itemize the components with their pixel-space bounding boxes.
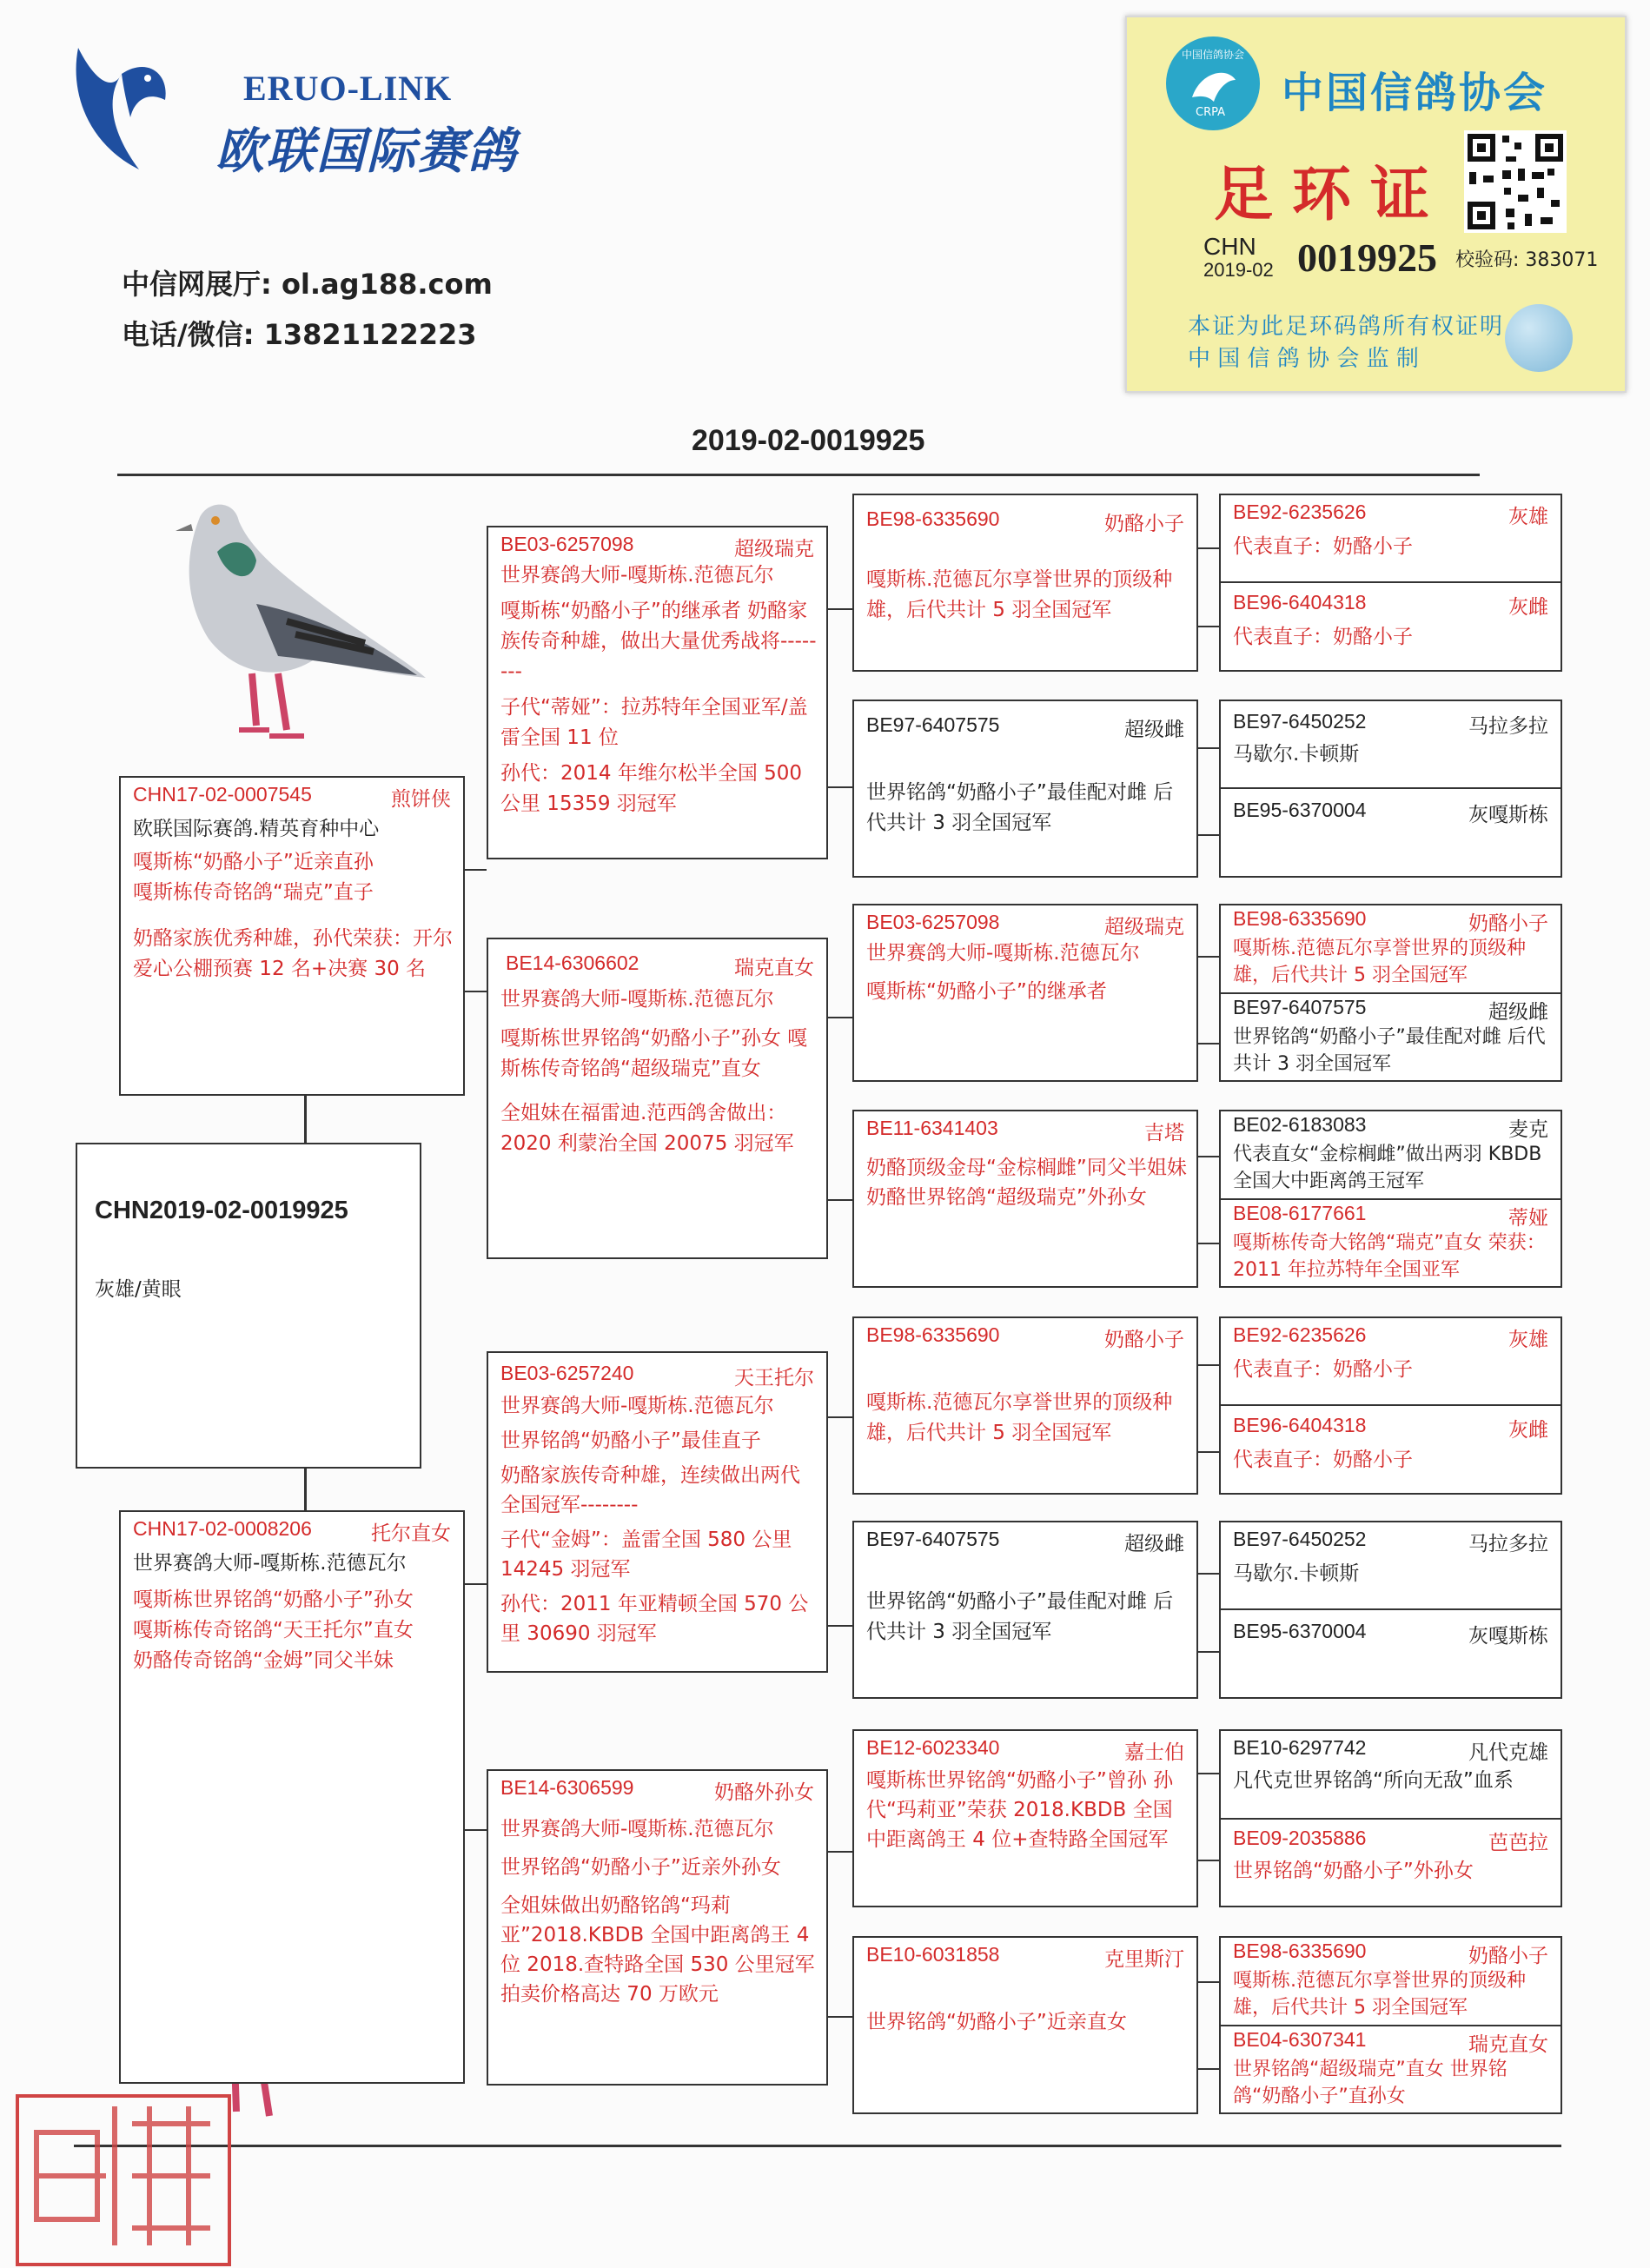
dam-line: 世界赛鸽大师-嘎斯栋.范德瓦尔 [133,1552,407,1575]
text-line: 孙代：2014 年维尔松半全国 500 公里 15359 羽冠军 [500,762,803,815]
pair-divider [1221,2025,1561,2026]
ring-label: BE97-6407575 [866,713,1000,736]
text-line: 世界铭鸽“奶酪小子”外孙女 [1233,1860,1474,1882]
seal-stamp [16,2094,231,2266]
grandsire-paternal-box [487,526,828,859]
dove-logo-icon [61,39,174,196]
name-label: 超级瑞克 [1104,916,1184,938]
ring-label: BE97-6450252 [1233,710,1367,733]
ring-label: BE98-6335690 [1233,907,1367,930]
gen3-box [852,904,1198,1082]
gen3-box [852,700,1198,878]
name-label: 蒂娅 [1508,1207,1548,1230]
text-line: 代表直子：奶酪小子 [1233,1449,1413,1471]
connector [465,1583,487,1585]
pair-divider [1221,1818,1561,1820]
gen3-box [852,1729,1198,1907]
connector [465,1829,487,1831]
connector [1198,626,1219,627]
connector [1198,1651,1219,1653]
name-label: 灰嘎斯栋 [1468,804,1548,826]
gen4-pair-box [1219,1521,1562,1699]
text-line: 世界赛鸽大师-嘎斯栋.范德瓦尔 [500,988,774,1011]
gen3-box [852,494,1198,672]
connector [1198,956,1219,958]
gen4-pair-box [1219,1729,1562,1907]
name-label: 克里斯汀 [1104,1948,1184,1971]
text-line: 代表直子：奶酪小子 [1233,1358,1413,1381]
connector [1198,747,1219,749]
hologram-icon [1505,304,1573,372]
text-line: 世界铭鸽“奶酪小子”近亲直女 [866,2011,1127,2033]
org-name: 中国信鸽协会 [1282,69,1548,117]
name-label: 奶酪外孙女 [714,1781,814,1804]
name-label: 吉塔 [1144,1122,1184,1144]
text-line: 嘎斯栋传奇大铭鸽“瑞克”直女 荣获：2011 年拉苏特年全国亚军 [1233,1232,1546,1281]
connector [304,1095,307,1144]
ring-label: BE98-6335690 [866,1323,1000,1346]
text-line: 世界铭鸽“超级瑞克”直女 世界铭鸽“奶酪小子”直孙女 [1233,2059,1508,2107]
ring-label: BE02-6183083 [1233,1113,1367,1136]
ring-label: BE14-6306599 [500,1776,634,1799]
connector [1198,1243,1219,1244]
contact-web: 中信网展厅: ol.ag188.com [122,268,493,301]
ring-label: BE11-6341403 [866,1117,998,1139]
name-label: 奶酪小子 [1104,1329,1184,1351]
name-label: 超级雌 [1124,1533,1184,1555]
gen3-box [852,1110,1198,1288]
connector [1198,1451,1219,1453]
pair-divider [1221,787,1561,789]
ring-prefix: CHN [1203,233,1256,260]
gen4-pair-box [1219,904,1562,1082]
ring-label: BE98-6335690 [866,507,1000,530]
granddam-paternal-box [487,938,828,1259]
connector [1198,1981,1219,1983]
text-line: 奶酪顶级金母“金棕榈雌”同父半姐妹 奶酪世界铭鸽“超级瑞克”外孙女 [866,1157,1187,1209]
granddam-maternal-box [487,1769,828,2086]
text-line: 世界铭鸽“奶酪小子”最佳配对雌 后代共计 3 羽全国冠军 [1233,1026,1546,1075]
text-line: 嘎斯栋“奶酪小子”的继承者 [866,980,1107,1003]
ring-label: BE08-6177661 [1233,1202,1367,1224]
text-line: 嘎斯栋.范德瓦尔享誉世界的顶级种雄，后代共计 5 羽全国冠军 [1233,938,1526,986]
logo-chinese: 欧联国际赛鸽 [215,123,518,180]
name-label: 嘉士伯 [1124,1741,1184,1764]
text-line: 世界铭鸽“奶酪小子”近亲外孙女 [500,1856,781,1879]
title-rule [117,474,1480,476]
name-label: 瑞克直女 [734,957,814,979]
ring-certificate [1125,16,1627,393]
ring-label: BE96-6404318 [1233,1414,1367,1436]
logo-english: ERUO-LINK [243,69,453,108]
ring-label: BE92-6235626 [1233,1323,1367,1346]
connector [1198,2068,1219,2070]
pigeon-photo [156,482,434,769]
text-line: 嘎斯栋“奶酪小子”的继承者 奶酪家族传奇种雄，做出大量优秀战将-------- [500,600,817,683]
cert-note-1: 本证为此足环码鸽所有权证明 [1188,314,1505,340]
sire-line: 奶酪家族优秀种雄，孙代荣获：开尔爱心公棚预赛 12 名+决赛 30 名 [133,927,453,980]
text-line: 代表直子：奶酪小子 [1233,535,1413,558]
ring-label: BE96-6404318 [1233,591,1367,613]
ring-label: BE98-6335690 [1233,1940,1367,1962]
ring-label: BE97-6407575 [866,1528,1000,1550]
connector [465,869,487,871]
ring-label: BE03-6257098 [500,533,634,555]
connector [1198,1156,1219,1157]
qr-code-icon [1464,130,1567,233]
gen4-pair-box [1219,494,1562,672]
check-code: 校验码: 383071 [1455,249,1599,271]
crpa-abbr: CRPA [1196,106,1226,119]
name-label: 马拉多拉 [1468,1533,1548,1555]
text-line: 代表直子：奶酪小子 [1233,626,1413,648]
subject-box [76,1143,421,1469]
text-line: 世界赛鸽大师-嘎斯栋.范德瓦尔 [500,564,774,587]
gen4-pair-box [1219,1110,1562,1288]
name-label: 麦克 [1508,1118,1548,1141]
text-line: 嘎斯栋世界铭鸽“奶酪小子”孙女 嘎斯栋传奇铭鸽“超级瑞克”直女 [500,1027,808,1080]
text-line: 全姐妹在福雷迪.范西鸽舍做出：2020 利蒙治全国 20075 羽冠军 [500,1102,794,1155]
dam-box [119,1510,465,2084]
name-label: 灰雌 [1508,1419,1548,1442]
crpa-logo-icon [1166,36,1260,130]
ring-number: 0019925 [1297,235,1437,280]
text-line: 世界赛鸽大师-嘎斯栋.范德瓦尔 [500,1818,774,1840]
contact-phone: 电话/微信: 13821122223 [122,318,477,351]
name-label: 马拉多拉 [1468,715,1548,738]
dam-line: 奶酪传奇铭鸽“金姆”同父半妹 [133,1649,394,1672]
gen4-pair-box [1219,700,1562,878]
text-line: 嘎斯栋.范德瓦尔享誉世界的顶级种雄，后代共计 5 羽全国冠军 [866,568,1173,621]
connector [828,1625,852,1627]
connector [1198,1860,1219,1861]
text-line: 世界铭鸽“奶酪小子”最佳配对雌 后代共计 3 羽全国冠军 [866,1590,1174,1643]
text-line: 嘎斯栋.范德瓦尔享誉世界的顶级种雄，后代共计 5 羽全国冠军 [866,1391,1173,1444]
name-label: 奶酪小子 [1468,1945,1548,1967]
gen3-box [852,1316,1198,1495]
sire-line: 嘎斯栋传奇铭鸽“瑞克”直子 [133,881,374,904]
name-label: 超级瑞克 [734,538,814,560]
ring-label: BE97-6450252 [1233,1528,1367,1550]
sire-line: 欧联国际赛鸽.精英育种中心 [133,818,380,840]
connector [828,608,852,610]
ring-label: BE95-6370004 [1233,1620,1367,1642]
name-label: 奶酪小子 [1104,513,1184,535]
pair-divider [1221,992,1561,994]
ring-label: BE03-6257098 [866,911,1000,933]
grandsire-maternal-box [487,1351,828,1673]
name-label: 灰雄 [1508,1329,1548,1351]
connector [828,1017,852,1018]
subject-ring: CHN2019-02-0019925 [95,1197,348,1224]
text-line: 嘎斯栋.范德瓦尔享誉世界的顶级种雄，后代共计 5 羽全国冠军 [1233,1970,1526,2019]
name-label: 超级雌 [1124,719,1184,741]
ring-label: BE03-6257240 [500,1362,634,1384]
ring-label: BE04-6307341 [1233,2028,1367,2051]
connector [1198,1043,1219,1044]
bottom-rule [74,2145,1561,2147]
connector [828,1199,852,1201]
ring-label: BE09-2035886 [1233,1827,1367,1849]
connector [465,991,487,992]
ring-label: BE12-6023340 [866,1736,1000,1759]
name-label: 灰雌 [1508,596,1548,619]
ring-label: BE97-6407575 [1233,996,1367,1018]
connector [1198,1773,1219,1774]
dam-line: 嘎斯栋世界铭鸽“奶酪小子”孙女 [133,1588,414,1611]
pair-divider [1221,1198,1561,1200]
connector [1198,547,1219,549]
text-line: 马歇尔.卡顿斯 [1233,743,1360,766]
connector [828,1416,852,1418]
text-line: 奶酪家族传奇种雄，连续做出两代全国冠军-------- [500,1464,800,1516]
ring-label: BE95-6370004 [1233,799,1367,821]
text-line: 世界赛鸽大师-嘎斯栋.范德瓦尔 [866,942,1140,965]
text-line: 全姐妹做出奶酪铭鸽“玛莉亚”2018.KBDB 全国中距离鸽王 4 位 2018.查特路全国 530 公里冠军 拍卖价格高达 70 万欧元 [500,1894,815,2006]
subject-desc: 灰雄/黄眼 [95,1278,182,1301]
pair-divider [1221,1404,1561,1406]
ring-year: 2019-02 [1203,259,1274,281]
name-label: 天王托尔 [734,1367,814,1389]
name-label: 灰雄 [1508,506,1548,528]
connector [304,1467,307,1512]
dam-name: 托尔直女 [371,1522,451,1545]
name-label: 灰嘎斯栋 [1468,1625,1548,1648]
text-line: 凡代克世界铭鸽“所向无敌”血系 [1233,1769,1514,1792]
connector [1198,1364,1219,1366]
text-line: 马歇尔.卡顿斯 [1233,1562,1360,1585]
gen4-pair-box [1219,1936,1562,2114]
crpa-logo-text: 中国信鸽协会 [1182,49,1245,61]
ring-label: BE92-6235626 [1233,501,1367,523]
ring-label: BE10-6031858 [866,1943,1000,1966]
name-label: 奶酪小子 [1468,912,1548,935]
sire-ring: CHN17-02-0007545 [133,783,312,806]
ring-label: BE14-6306602 [506,952,639,974]
cert-note-2: 中 国 信 鸽 协 会 监 制 [1188,346,1419,372]
pair-divider [1221,1608,1561,1610]
connector [1198,834,1219,836]
connector [1198,1573,1219,1575]
name-label: 超级雌 [1488,1001,1548,1024]
gen3-box [852,1521,1198,1699]
dam-ring: CHN17-02-0008206 [133,1517,312,1540]
sire-name: 煎饼侠 [391,788,451,811]
dam-line: 嘎斯栋传奇铭鸽“天王托尔”直女 [133,1619,414,1641]
text-line: 代表直女“金棕榈雌”做出两羽 KBDB 全国大中距离鸽王冠军 [1233,1144,1542,1192]
gen4-pair-box [1219,1316,1562,1495]
text-line: 子代“蒂娅”：拉苏特年全国亚军/盖雷全国 11 位 [500,696,808,749]
text-line: 子代“金姆”：盖雷全国 580 公里 14245 羽冠军 [500,1529,792,1581]
text-line: 孙代：2011 年亚精顿全国 570 公里 30690 羽冠军 [500,1593,809,1645]
certificate-title: 足环证 [1214,160,1449,229]
text-line: 世界铭鸽“奶酪小子”最佳直子 [500,1429,761,1452]
name-label: 瑞克直女 [1468,2033,1548,2056]
gen3-box [852,1936,1198,2114]
name-label: 芭芭拉 [1488,1832,1548,1854]
pair-divider [1221,581,1561,583]
connector [828,2016,852,2018]
sire-line: 嘎斯栋“奶酪小子”近亲直孙 [133,851,374,873]
text-line: 嘎斯栋世界铭鸽“奶酪小子”曾孙 孙代“玛莉亚”荣获 2018.KBDB 全国中距离鸽王 4 位+查特路全国冠军 [866,1769,1174,1851]
ring-label: BE10-6297742 [1233,1736,1367,1759]
connector [828,1851,852,1853]
connector [828,786,852,788]
text-line: 世界铭鸽“奶酪小子”最佳配对雌 后代共计 3 羽全国冠军 [866,781,1174,834]
pedigree-title: 2019-02-0019925 [692,424,925,457]
text-line: 世界赛鸽大师-嘎斯栋.范德瓦尔 [500,1395,774,1417]
sire-box [119,776,465,1096]
name-label: 凡代克雄 [1468,1741,1548,1764]
